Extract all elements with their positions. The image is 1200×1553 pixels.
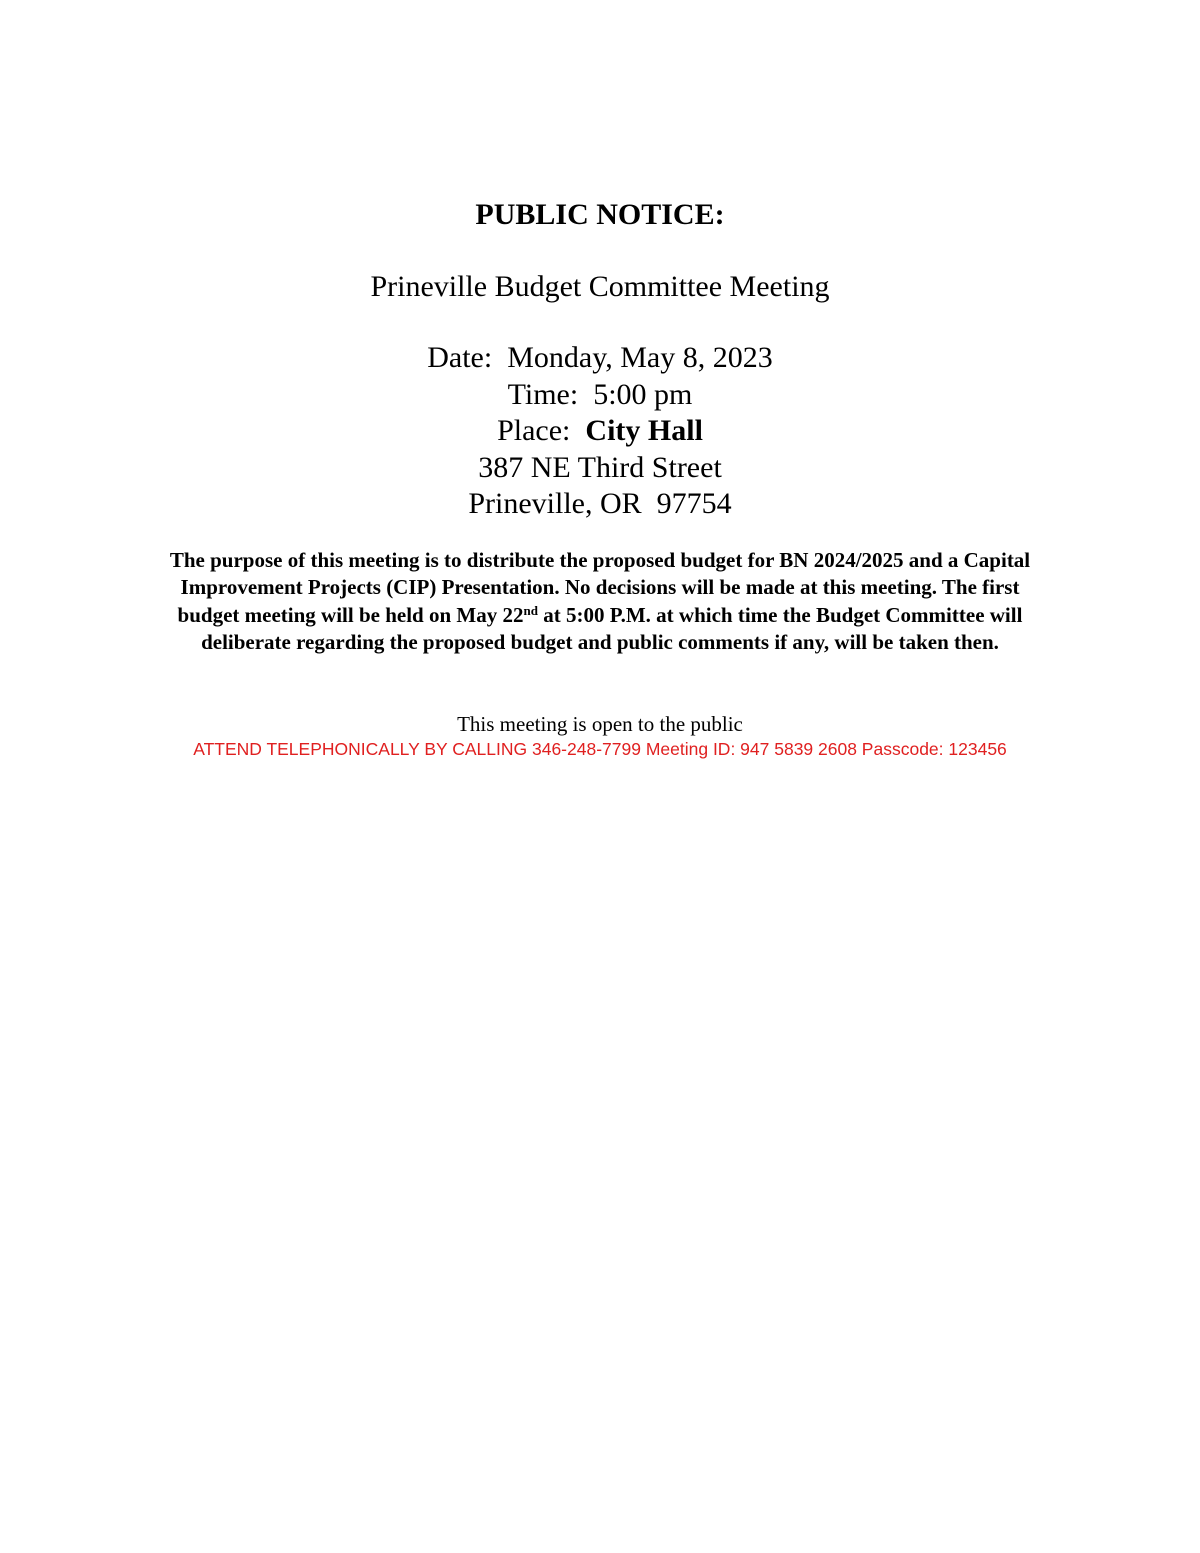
open-to-public-text: This meeting is open to the public	[457, 712, 743, 736]
date-value: Monday, May 8, 2023	[507, 341, 773, 374]
address-street: 387 NE Third Street	[478, 450, 722, 484]
purpose-paragraph	[160, 547, 1040, 656]
date-label: Date:	[427, 341, 508, 374]
place-line	[0, 413, 1200, 450]
address-city: Prineville, OR 97754	[468, 487, 732, 520]
telephone-attendance-text: ATTEND TELEPHONICALLY BY CALLING 346-248-7799 Meeting ID: 947 5839 2608 Passcode: 123456	[193, 739, 1007, 759]
place-value: City Hall	[585, 414, 703, 447]
place-label: Place:	[497, 414, 586, 447]
meeting-details	[0, 340, 1200, 523]
meeting-name: Prineville Budget Committee Meeting	[370, 270, 830, 303]
notice-title: PUBLIC NOTICE:	[475, 198, 725, 231]
time-value: 5:00 pm	[593, 377, 693, 411]
purpose-text-start: The purpose of this meeting is to distribute the proposed budget for BN 2024/2025 and a Capital Improvement Projects (CIP) Presentation. No decisions will be made at this meeting. The first budget meeting will be held on May 22	[169, 548, 1031, 627]
time-label: Time:	[507, 377, 594, 411]
ordinal-superscript: nd	[523, 602, 538, 618]
date-line	[0, 340, 1200, 377]
purpose-text-end: at 5:00 P.M. at which time the Budget Committee will deliberate regarding the proposed budget and public comments if any, will be taken then.	[201, 602, 1023, 654]
time-line	[0, 377, 1200, 414]
